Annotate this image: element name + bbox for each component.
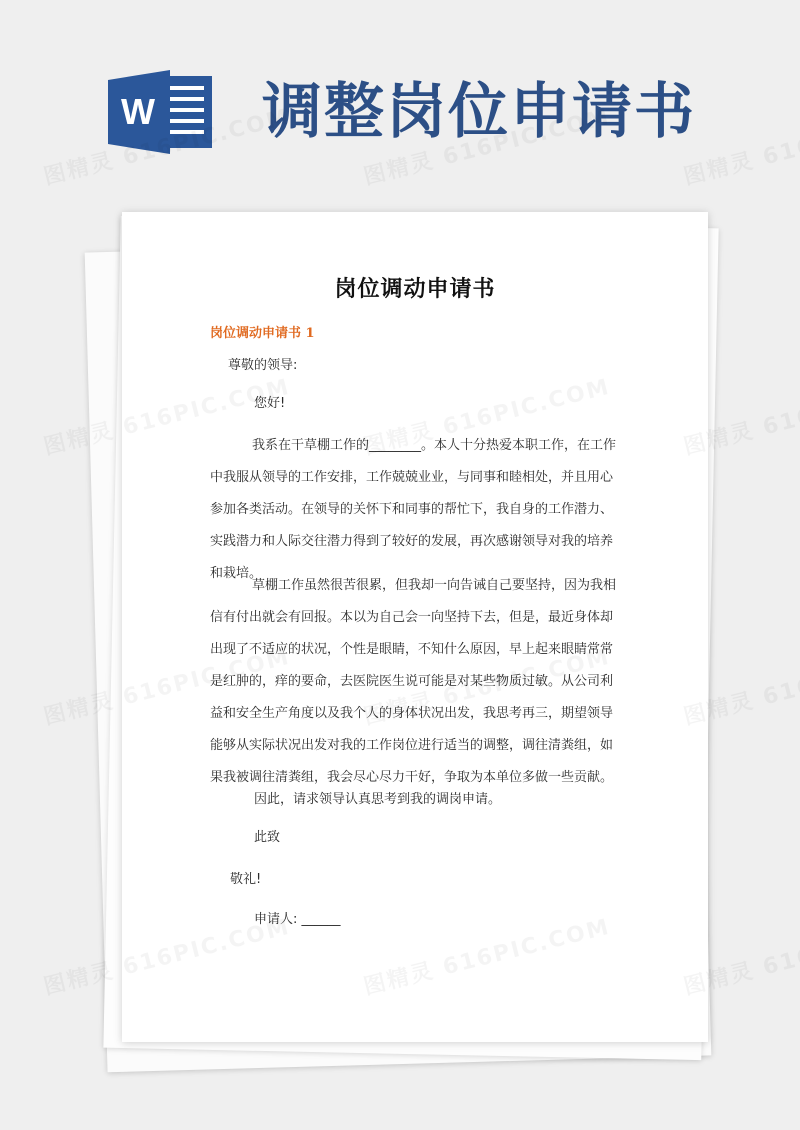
hello-line: 您好!: [254, 396, 286, 411]
body-paragraph: 因此，请求领导认真思考到我的调岗申请。: [254, 792, 502, 807]
header: [0, 0, 800, 200]
page-title: 调整岗位申请书: [262, 77, 696, 147]
section-label: 岗位调动申请书 1: [210, 326, 315, 341]
closing-line: 此致: [254, 830, 281, 845]
closing-salute: 敬礼!: [230, 872, 262, 887]
signature-line: 申请人: ______: [254, 912, 341, 927]
document-title: 岗位调动申请书: [334, 277, 496, 302]
body-paragraph: 我系在干草棚工作的________。本人十分热爱本职工作，在工作中我服从领导的工作安排，工作兢兢业业，与同事和睦相处，并且用心参加各类活动。在领导的关怀下和同事的帮忙下，我自身的工作潜力、实践潜力和人际交往潜力得到了较好的发展，再次感谢领导对我的培养和栽培。: [210, 438, 617, 581]
greeting: 尊敬的领导:: [228, 358, 298, 373]
word-logo-letter: W: [121, 91, 155, 132]
document-page: [122, 212, 708, 1042]
body-paragraph: 草棚工作虽然很苦很累，但我却一向告诫自己要坚持，因为我相信有付出就会有回报。本以为自己会一向坚持下去，但是，最近身体却出现了不适应的状况，个性是眼睛，不知什么原因，早上起来眼睛常常是红肿的，痒的要命，去医院医生说可能是对某些物质过敏。从公司利益和安全生产角度以及我个人的身体状况出发，我思考再三，期望领导能够从实际状况出发对我的工作岗位进行适当的调整，调往清粪组，如果我被调往清粪组，我会尽心尽力干好，争取为本单位多做一些贡献。: [210, 578, 617, 785]
word-icon: [108, 70, 216, 154]
